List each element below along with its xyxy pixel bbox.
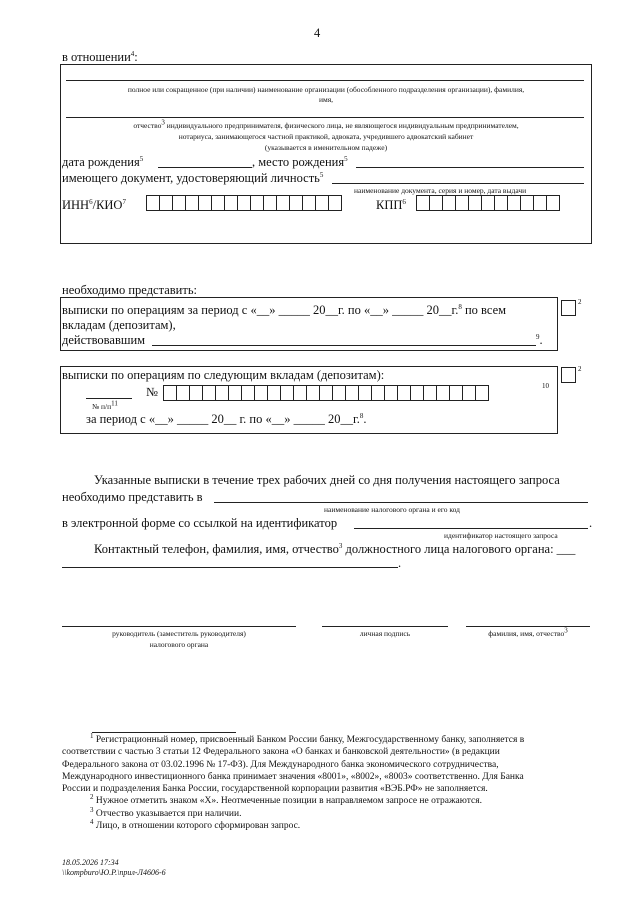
request-id-field[interactable] (354, 528, 588, 529)
footnote-ref: 5 (139, 154, 144, 163)
account-cell[interactable] (423, 385, 437, 401)
option1-checkbox[interactable] (561, 300, 576, 316)
footnote-ref: 5 (344, 154, 348, 163)
footnote-number: 4 (90, 817, 94, 826)
account-cell[interactable] (462, 385, 476, 401)
footnote-ref: 5 (319, 170, 324, 179)
option1-all-text: по всем (461, 303, 507, 317)
footnote-ref: 6 (402, 197, 406, 206)
inn-cell[interactable] (250, 195, 264, 211)
option2-line1: выписки по операциям по следующим вкладам (депозитам): (62, 368, 385, 382)
signature-name-caption-text: фамилия, имя, отчество (488, 629, 565, 638)
subject-name-field[interactable] (66, 80, 584, 81)
footnote-ref: 3 (564, 626, 568, 635)
footnote-1a (62, 731, 592, 746)
account-cell[interactable] (202, 385, 216, 401)
footnote-ref: 7 (122, 197, 126, 206)
inn-cell[interactable] (224, 195, 238, 211)
kpp-label-text: КПП (376, 198, 403, 212)
inn-cell[interactable] (289, 195, 303, 211)
footnote-ref: 8 (359, 411, 364, 420)
signature-position-caption-2: налогового органа (149, 640, 209, 649)
footnote-4 (62, 817, 592, 832)
option1-line2: вкладам (депозитам), (62, 318, 176, 332)
contact-field[interactable] (62, 567, 398, 568)
footnote-2 (62, 795, 592, 807)
footnote-ref: 11 (111, 399, 118, 408)
footnote-2-text: Нужное отметить знаком «Х». Неотмеченные позиции в направляемом запросе не отражаются. (95, 796, 482, 807)
kpp-cell[interactable] (468, 195, 482, 211)
inn-cell[interactable] (276, 195, 290, 211)
footnote-divider (92, 732, 236, 733)
account-cell[interactable] (215, 385, 229, 401)
account-number-cells[interactable] (164, 385, 489, 401)
kpp-cells[interactable] (417, 195, 560, 211)
caption-request-id: идентификатор настоящего запроса (444, 531, 558, 540)
account-cell[interactable] (254, 385, 268, 401)
kpp-cell[interactable] (416, 195, 430, 211)
account-cell[interactable] (384, 385, 398, 401)
inn-cell[interactable] (263, 195, 277, 211)
inn-cell[interactable] (198, 195, 212, 211)
account-cell[interactable] (189, 385, 203, 401)
signature-name-caption (466, 626, 590, 638)
footnote-number: 3 (90, 805, 94, 814)
caption-otchestvo: отчество (133, 121, 162, 130)
kpp-cell[interactable] (533, 195, 547, 211)
inn-label: ИНН (62, 198, 90, 212)
birth-date-label-text: дата рождения (62, 155, 140, 169)
kio-label: /КИО (92, 198, 123, 212)
kpp-cell[interactable] (481, 195, 495, 211)
signature-position-field[interactable] (62, 626, 296, 627)
contact-end-text: должностного лица налогового органа: ___ (342, 542, 576, 556)
birth-place-label-text: , место рождения (252, 155, 345, 169)
option1-line1 (62, 303, 506, 318)
account-cell[interactable] (241, 385, 255, 401)
inn-cell[interactable] (172, 195, 186, 211)
row-caption-text: № п/п (92, 402, 112, 411)
option1-line3-end: $^9$. (536, 332, 543, 347)
footnote-number: 2 (90, 793, 94, 802)
account-cell[interactable] (475, 385, 489, 401)
option1-active-field[interactable] (152, 345, 536, 346)
footnote-3 (62, 805, 592, 820)
contact-dot: . (398, 556, 402, 570)
account-cell[interactable] (176, 385, 190, 401)
account-cell[interactable] (280, 385, 294, 401)
option2-period: за период с «__» _____ 20__ г. по «__» _____ 20__г.$^8$. (86, 411, 367, 426)
footnote-1d: Международного инвестиционного банка принимает значения «8001», «8002», «8003» соответственно. Для Банка (62, 771, 524, 782)
account-cell[interactable] (358, 385, 372, 401)
tax-authority-field[interactable] (214, 502, 588, 503)
inn-kio-label (62, 198, 126, 213)
inn-cell[interactable] (328, 195, 342, 211)
footnote-1e: России и подразделения Банка России, государственной корпорации развития «ВЭБ.РФ» не заполняется. (62, 784, 488, 795)
electronic-label: в электронной форме со ссылкой на идентификатор (62, 516, 338, 530)
footnote-ref: 3 (338, 541, 343, 550)
inn-cells[interactable] (147, 195, 342, 211)
subject-caption-4: (указывается в именительном падеже) (264, 143, 388, 152)
body-para1b: необходимо представить в (62, 490, 203, 504)
account-cell[interactable] (371, 385, 385, 401)
signature-caption: личная подпись (359, 629, 411, 638)
option2-row-number-field[interactable] (86, 398, 132, 399)
request-label: необходимо представить: (62, 283, 197, 297)
account-cell[interactable] (293, 385, 307, 401)
footnote-4-text: Лицо, в отношении которого сформирован запрос. (95, 821, 301, 832)
footnote-ref: 8 (458, 302, 462, 311)
footnote-ref: 3 (161, 118, 165, 127)
kpp-cell[interactable] (507, 195, 521, 211)
body-para1: Указанные выписки в течение трех рабочих дней со дня получения настоящего запроса (94, 473, 560, 487)
account-cell[interactable] (163, 385, 177, 401)
footnote-ref: 4 (130, 49, 135, 58)
kpp-label (376, 198, 406, 213)
account-cell[interactable] (345, 385, 359, 401)
kpp-cell[interactable] (455, 195, 469, 211)
option1-period-text: выписки по операциям за период с «__» _____ 20__г. по «__» _____ 20__г. (62, 303, 459, 317)
inn-cell[interactable] (146, 195, 160, 211)
account-cell[interactable] (397, 385, 411, 401)
caption-entity-types: индивидуального предпринимателя, физического лица, не являющегося индивидуальным предпринимателем, (166, 121, 519, 130)
subject-name-field-2[interactable] (66, 117, 584, 118)
footnote-1b: соответствии с частью 3 статьи 12 Федерального закона «О банках и банковской деятельности» (в редакции (62, 747, 500, 758)
account-cell[interactable] (228, 385, 242, 401)
signature-field[interactable] (322, 626, 448, 627)
account-cell[interactable] (436, 385, 450, 401)
option2-num-sign: № (146, 385, 158, 399)
stamp-path: \\kompburo\Ю.Р.\прил-Л4606-6 (62, 868, 166, 877)
account-cell[interactable] (319, 385, 333, 401)
footnote-number: 1 (90, 731, 94, 740)
contact-text: Контактный телефон, фамилия, имя, отчество (94, 542, 339, 556)
signature-position-caption: руководитель (заместитель руководителя) (112, 629, 246, 638)
caption-tax-authority: наименование налогового органа и его код (324, 505, 460, 514)
birth-date-field[interactable] (158, 167, 252, 168)
id-doc-caption: наименование документа, серия и номер, дата выдачи (354, 186, 527, 195)
account-cell[interactable] (267, 385, 281, 401)
option2-checkbox[interactable] (561, 367, 576, 383)
option1-line3: действовавшим (62, 333, 146, 347)
inn-cell[interactable] (211, 195, 225, 211)
electronic-dot: . (589, 516, 593, 530)
kpp-cell[interactable] (494, 195, 508, 211)
id-doc-label-text: имеющего документ, удостоверяющий личность (62, 171, 320, 185)
page-number: 4 (314, 26, 321, 40)
birth-place-field[interactable] (356, 167, 584, 168)
stamp-date: 18.05.2026 17:34 (62, 858, 119, 867)
kpp-cell[interactable] (429, 195, 443, 211)
signature-name-field[interactable] (466, 626, 590, 627)
birth-place-label (252, 155, 348, 170)
subject-caption-3: нотариуса, занимающегося частной практикой, адвоката, учредившего адвокатский кабинет (178, 132, 474, 141)
footnote-ref: 6 (89, 197, 93, 206)
kpp-cell[interactable] (546, 195, 560, 211)
footnote-ref: 9 (536, 332, 540, 341)
subject-caption-1: полное или сокращенное (при наличии) наименование организации (обособленного подразделения организации), фамилия, (127, 85, 525, 94)
subject-caption-2 (62, 118, 590, 130)
kpp-cell[interactable] (520, 195, 534, 211)
inn-cell[interactable] (185, 195, 199, 211)
footnote-3-text: Отчество указывается при наличии. (95, 808, 242, 819)
header-label: в отношении$^4$: (62, 49, 138, 64)
footnote-1a-text: Регистрационный номер, присвоенный Банком России банку, Межгосударственному банку, заполняется в (95, 735, 525, 745)
inn-cell[interactable] (237, 195, 251, 211)
inn-cell[interactable] (159, 195, 173, 211)
option2-period-text: за период с «__» _____ 20__ г. по «__» _____ 20__г. (86, 412, 360, 426)
id-doc-field[interactable] (332, 183, 584, 184)
kpp-cell[interactable] (442, 195, 456, 211)
birth-date-label (62, 155, 143, 170)
footnote-1c: Федерального закона от 03.02.1996 № 17-ФЗ). Для Международного банка экономического сотрудничества, (62, 759, 499, 770)
inn-cell[interactable] (302, 195, 316, 211)
header-label-text: в отношении (62, 50, 131, 64)
inn-cell[interactable] (315, 195, 329, 211)
id-doc-label (62, 171, 323, 186)
contact-label (94, 542, 575, 557)
account-cell[interactable] (410, 385, 424, 401)
option2-row-caption (92, 399, 118, 411)
footnotes (62, 731, 592, 832)
subject-caption-1b: имя, (318, 95, 334, 104)
account-cell[interactable] (332, 385, 346, 401)
account-cell[interactable] (449, 385, 463, 401)
account-cell[interactable] (306, 385, 320, 401)
